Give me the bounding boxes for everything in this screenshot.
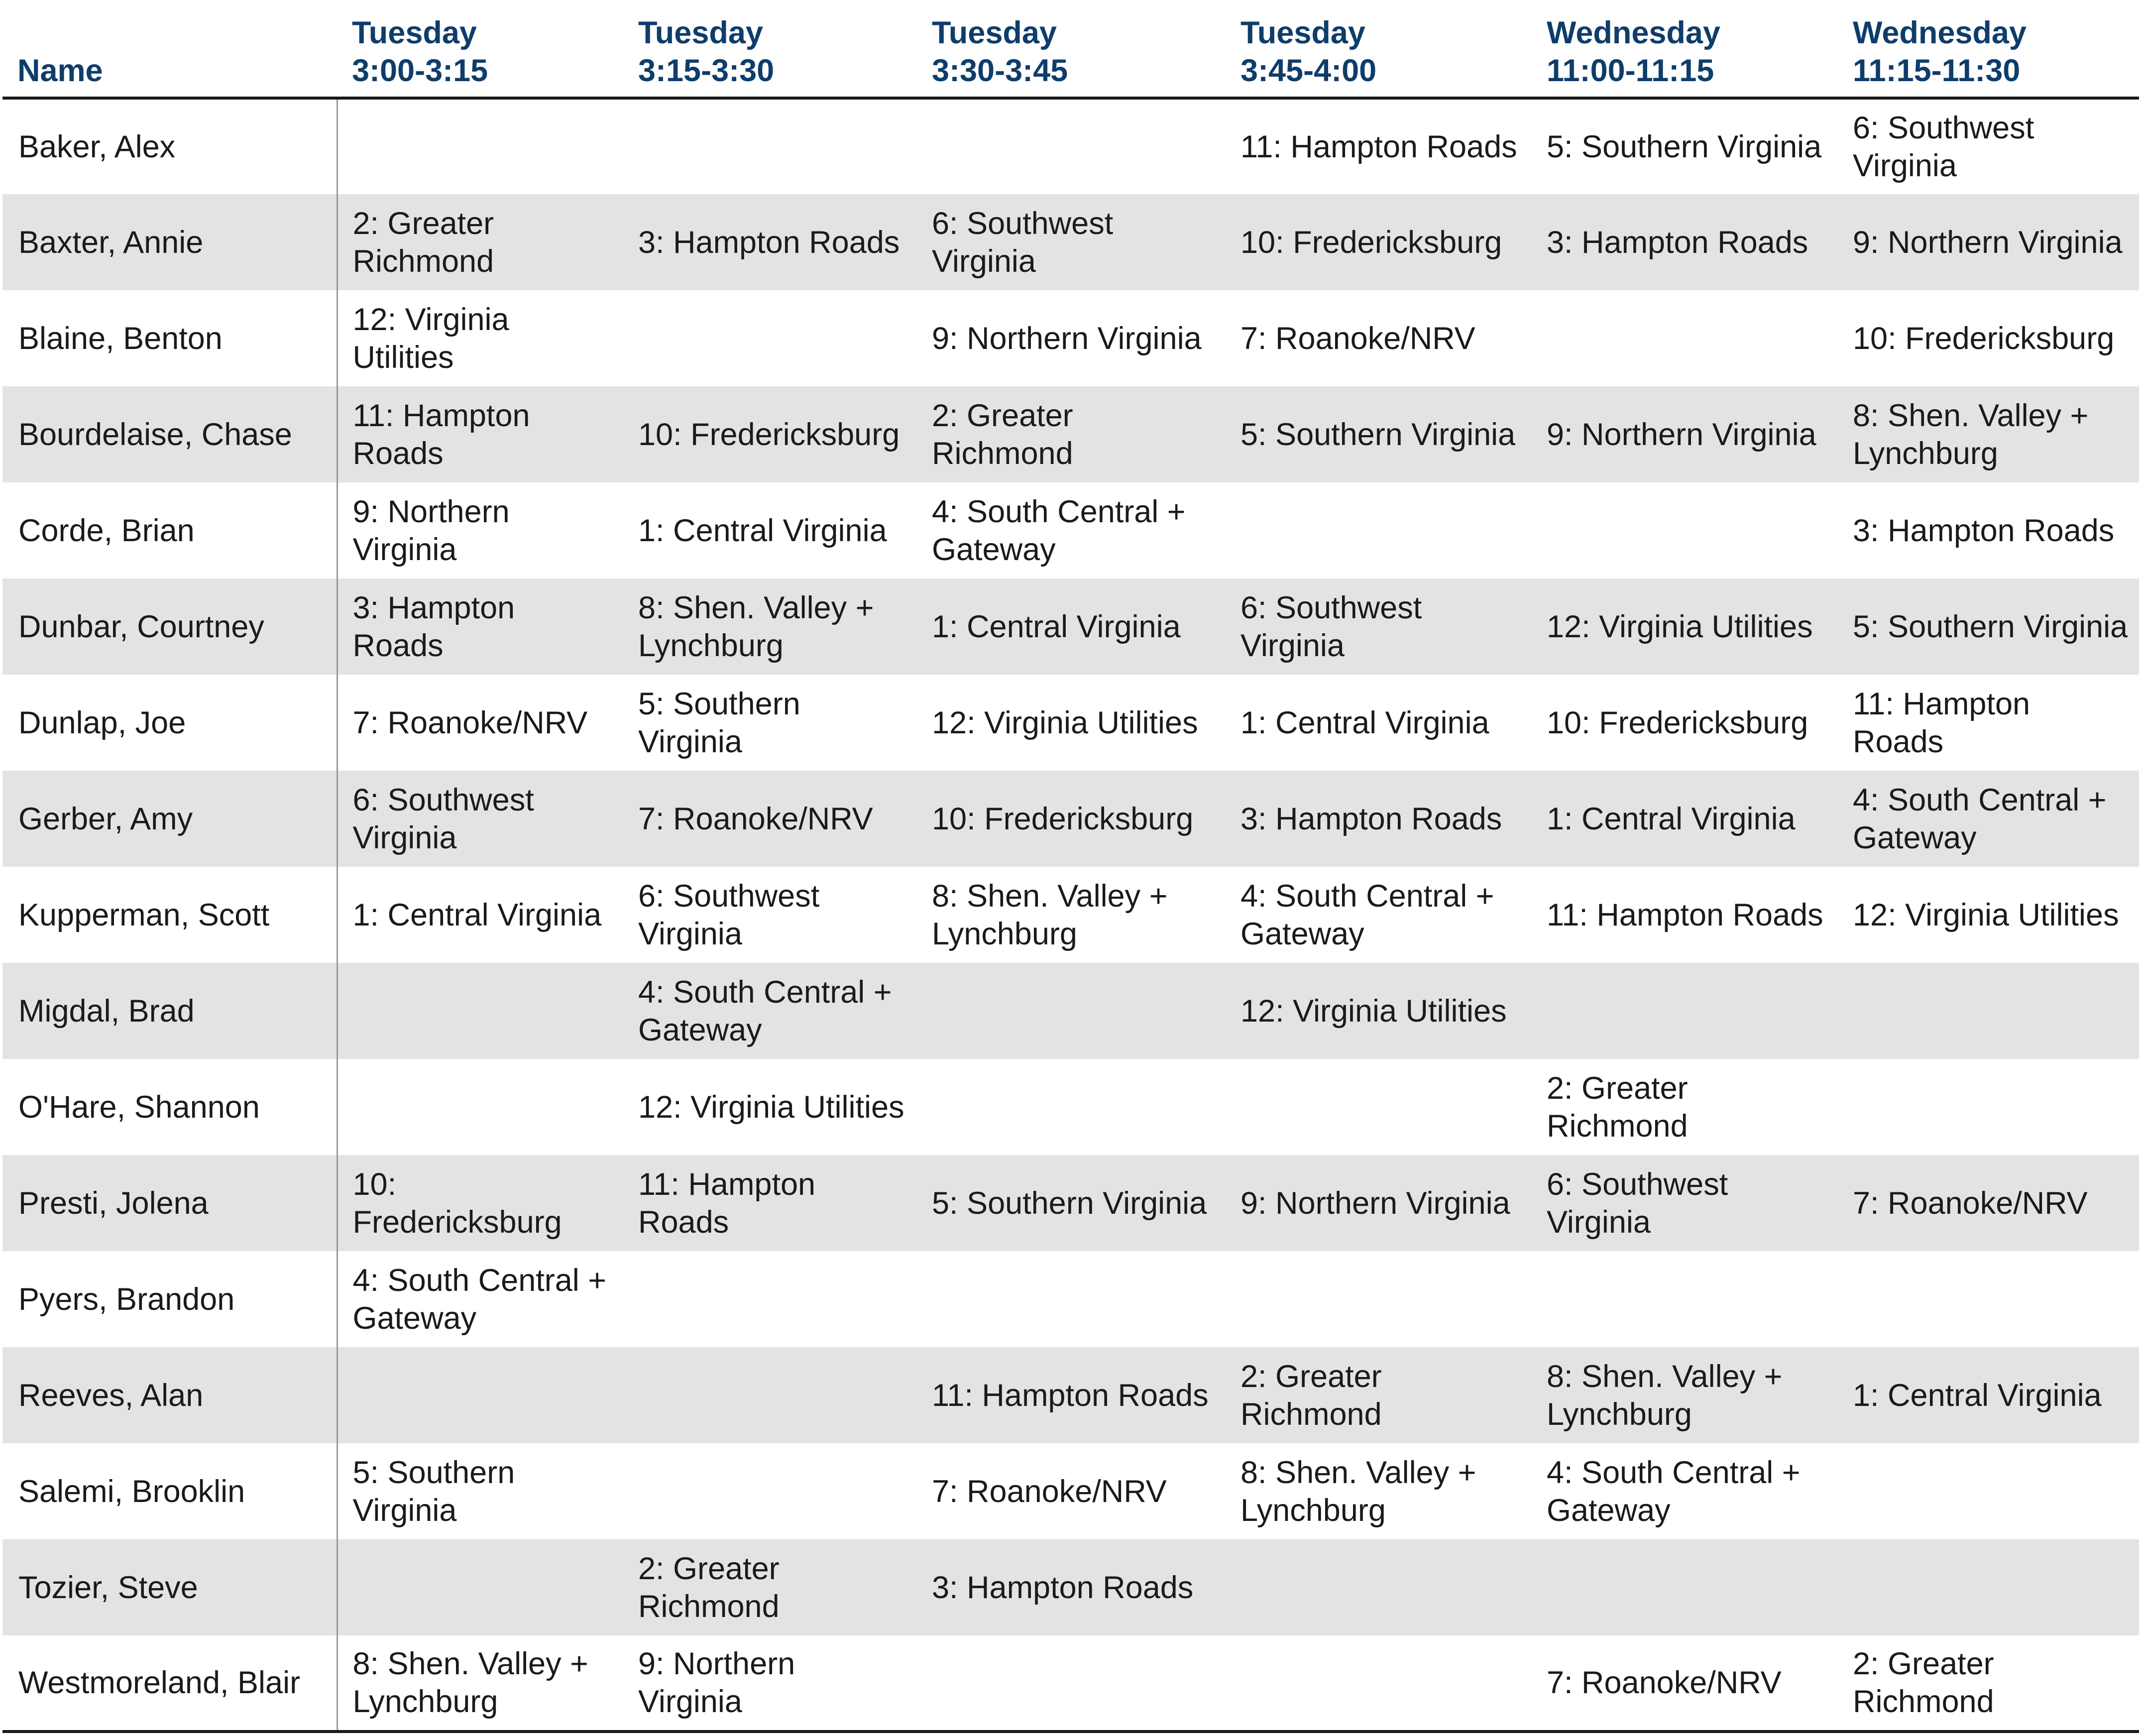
- column-header-slot: [1532, 0, 1838, 98]
- person-name: Dunbar, Courtney: [2, 579, 337, 675]
- schedule-body: [2, 98, 2139, 1732]
- assignment-cell: [1532, 1539, 1838, 1635]
- table-row: [2, 98, 2139, 194]
- assignment-cell: 7: Roanoke/NRV: [1532, 1635, 1838, 1732]
- person-name: Reeves, Alan: [2, 1347, 337, 1443]
- column-header-slot: [917, 0, 1226, 98]
- assignment-cell: 12: Virginia Utilities: [1853, 897, 2119, 932]
- slot-day: Wednesday: [1547, 15, 1720, 50]
- person-name: Corde, Brian: [2, 482, 337, 579]
- table-row: [2, 1059, 2139, 1155]
- assignment-cell: 11: Hampton Roads: [337, 386, 623, 482]
- assignment-cell: 1: Central Virginia: [917, 579, 1226, 675]
- assignment-cell: 4: South Central + Gateway: [932, 494, 1186, 567]
- assignment-cell: [623, 1251, 917, 1347]
- assignment-cell: 6: Southwest Virginia: [337, 771, 623, 867]
- assignment-cell: 3: Hampton Roads: [917, 1539, 1226, 1635]
- assignment-cell: 9: Northern Virginia: [1532, 386, 1838, 482]
- assignment-cell: 11: Hampton Roads: [917, 1347, 1226, 1443]
- assignment-cell: 2: Greater Richmond: [1838, 1635, 2139, 1732]
- assignment-cell: [1838, 1251, 2139, 1347]
- assignment-cell: 9: Northern Virginia: [1838, 194, 2139, 290]
- slot-time: 3:45-4:00: [1240, 53, 1377, 88]
- assignment-cell: 7: Roanoke/NRV: [932, 1474, 1167, 1509]
- assignment-cell: 3: Hampton Roads: [1853, 513, 2115, 548]
- table-row: [2, 1443, 2139, 1539]
- table-row: [2, 963, 2139, 1059]
- assignment-cell: 11: Hampton Roads: [1547, 897, 1823, 932]
- assignment-cell: [623, 1347, 917, 1443]
- column-header-slot: [1838, 0, 2139, 98]
- assignment-cell: [623, 290, 917, 386]
- person-name: Blaine, Benton: [2, 290, 337, 386]
- assignment-cell: 10: Fredericksburg: [623, 386, 917, 482]
- slot-time: 3:30-3:45: [932, 53, 1068, 88]
- person-name: Presti, Jolena: [2, 1155, 337, 1251]
- schedule-table: [2, 0, 2139, 1733]
- assignment-cell: [1532, 963, 1838, 1059]
- assignment-cell: 2: Greater Richmond: [1547, 1070, 1688, 1144]
- assignment-cell: 4: South Central + Gateway: [623, 963, 917, 1059]
- table-row: [2, 290, 2139, 386]
- slot-day: Tuesday: [638, 15, 763, 50]
- assignment-cell: [1532, 290, 1838, 386]
- person-name: Salemi, Brooklin: [2, 1443, 337, 1539]
- assignment-cell: 3: Hampton Roads: [1532, 194, 1838, 290]
- assignment-cell: 4: South Central + Gateway: [1240, 878, 1494, 951]
- assignment-cell: [623, 98, 917, 194]
- assignment-cell: [1838, 1539, 2139, 1635]
- assignment-cell: [337, 98, 623, 194]
- assignment-cell: 2: Greater Richmond: [337, 194, 623, 290]
- column-header-name-label: Name: [17, 53, 103, 88]
- assignment-cell: 2: Greater Richmond: [1226, 1347, 1532, 1443]
- table-row: [2, 867, 2139, 963]
- assignment-cell: [1532, 482, 1838, 579]
- assignment-cell: 7: Roanoke/NRV: [1838, 1155, 2139, 1251]
- assignment-cell: 6: Southwest Virginia: [1532, 1155, 1838, 1251]
- assignment-cell: 10: Fredericksburg: [1853, 321, 2115, 356]
- table-row: [2, 675, 2139, 771]
- assignment-cell: [337, 1347, 623, 1443]
- assignment-cell: 6: Southwest Virginia: [917, 194, 1226, 290]
- assignment-cell: 11: Hampton Roads: [1240, 129, 1517, 164]
- assignment-cell: [1226, 482, 1532, 579]
- assignment-cell: 10: Fredericksburg: [1226, 194, 1532, 290]
- assignment-cell: 6: Southwest Virginia: [638, 878, 820, 951]
- assignment-cell: 6: Southwest Virginia: [1853, 111, 2034, 183]
- table-row: [2, 1635, 2139, 1732]
- assignment-cell: 10: Fredericksburg: [337, 1155, 623, 1251]
- assignment-cell: 5: Southern Virginia: [352, 1455, 515, 1528]
- assignment-cell: 10: Fredericksburg: [917, 771, 1226, 867]
- table-row: [2, 194, 2139, 290]
- assignment-cell: 7: Roanoke/NRV: [623, 771, 917, 867]
- person-name: Gerber, Amy: [2, 771, 337, 867]
- assignment-cell: 12: Virginia Utilities: [932, 705, 1198, 740]
- assignment-cell: [1838, 1059, 2139, 1155]
- assignment-cell: 3: Hampton Roads: [337, 579, 623, 675]
- table-row: [2, 1251, 2139, 1347]
- assignment-cell: 12: Virginia Utilities: [638, 1089, 904, 1125]
- assignment-cell: 3: Hampton Roads: [1226, 771, 1532, 867]
- assignment-cell: [337, 963, 623, 1059]
- assignment-cell: 8: Shen. Valley + Lynchburg: [1240, 1455, 1476, 1528]
- assignment-cell: 5: Southern Virginia: [1838, 579, 2139, 675]
- assignment-cell: [1226, 1539, 1532, 1635]
- assignment-cell: 5: Southern Virginia: [1226, 386, 1532, 482]
- assignment-cell: 8: Shen. Valley + Lynchburg: [1838, 386, 2139, 482]
- assignment-cell: [1838, 1443, 2139, 1539]
- column-header-slot: [337, 0, 623, 98]
- table-row: [2, 771, 2139, 867]
- assignment-cell: 5: Southern Virginia: [917, 1155, 1226, 1251]
- person-name: Tozier, Steve: [2, 1539, 337, 1635]
- assignment-cell: [917, 1251, 1226, 1347]
- assignment-cell: 2: Greater Richmond: [623, 1539, 917, 1635]
- assignment-cell: 8: Shen. Valley + Lynchburg: [337, 1635, 623, 1732]
- assignment-cell: [337, 1059, 623, 1155]
- assignment-cell: 1: Central Virginia: [638, 513, 887, 548]
- person-name: O'Hare, Shannon: [2, 1059, 337, 1155]
- person-name: Migdal, Brad: [2, 963, 337, 1059]
- assignment-cell: 4: South Central + Gateway: [1838, 771, 2139, 867]
- person-name: Baker, Alex: [2, 98, 337, 194]
- assignment-cell: 4: South Central + Gateway: [352, 1263, 607, 1336]
- assignment-cell: 11: Hampton Roads: [623, 1155, 917, 1251]
- assignment-cell: 3: Hampton Roads: [623, 194, 917, 290]
- slot-day: Wednesday: [1853, 15, 2027, 50]
- slot-day: Tuesday: [1240, 15, 1365, 50]
- assignment-cell: 6: Southwest Virginia: [1226, 579, 1532, 675]
- assignment-cell: 7: Roanoke/NRV: [352, 705, 588, 740]
- person-name: Kupperman, Scott: [2, 867, 337, 963]
- column-header-name: [2, 0, 337, 98]
- person-name: Bourdelaise, Chase: [2, 386, 337, 482]
- assignment-cell: [917, 963, 1226, 1059]
- table-row: [2, 1347, 2139, 1443]
- assignment-cell: [1226, 1635, 1532, 1732]
- assignment-cell: 1: Central Virginia: [1532, 771, 1838, 867]
- table-row: [2, 579, 2139, 675]
- assignment-cell: 12: Virginia Utilities: [1226, 963, 1532, 1059]
- assignment-cell: 1: Central Virginia: [352, 897, 602, 932]
- person-name: Westmoreland, Blair: [2, 1635, 337, 1732]
- assignment-cell: 9: Northern Virginia: [932, 321, 1202, 356]
- slot-time: 3:15-3:30: [638, 53, 775, 88]
- assignment-cell: 1: Central Virginia: [1838, 1347, 2139, 1443]
- assignment-cell: [623, 1443, 917, 1539]
- assignment-cell: 7: Roanoke/NRV: [1240, 321, 1475, 356]
- column-header-slot: [1226, 0, 1532, 98]
- assignment-cell: 8: Shen. Valley + Lynchburg: [932, 878, 1168, 951]
- table-row: [2, 1155, 2139, 1251]
- person-name: Dunlap, Joe: [2, 675, 337, 771]
- assignment-cell: 10: Fredericksburg: [1547, 705, 1808, 740]
- header-row: [2, 0, 2139, 98]
- assignment-cell: [1532, 1251, 1838, 1347]
- column-header-slot: [623, 0, 917, 98]
- assignment-cell: 9: Northern Virginia: [1226, 1155, 1532, 1251]
- table-row: [2, 386, 2139, 482]
- assignment-cell: 5: Southern Virginia: [1547, 129, 1822, 164]
- slot-day: Tuesday: [932, 15, 1057, 50]
- assignment-cell: [917, 1059, 1226, 1155]
- assignment-cell: 8: Shen. Valley + Lynchburg: [623, 579, 917, 675]
- assignment-cell: 12: Virginia Utilities: [352, 302, 509, 375]
- slot-time: 11:15-11:30: [1853, 53, 2021, 88]
- assignment-cell: 1: Central Virginia: [1240, 705, 1489, 740]
- person-name: Pyers, Brandon: [2, 1251, 337, 1347]
- assignment-cell: [917, 1635, 1226, 1732]
- table-row: [2, 1539, 2139, 1635]
- table-row: [2, 482, 2139, 579]
- assignment-cell: 4: South Central + Gateway: [1547, 1455, 1801, 1528]
- person-name: Baxter, Annie: [2, 194, 337, 290]
- assignment-cell: 8: Shen. Valley + Lynchburg: [1532, 1347, 1838, 1443]
- assignment-cell: 5: Southern Virginia: [638, 686, 800, 759]
- assignment-cell: [1226, 1059, 1532, 1155]
- assignment-cell: 2: Greater Richmond: [917, 386, 1226, 482]
- slot-time: 3:00-3:15: [352, 53, 488, 88]
- assignment-cell: [1226, 1251, 1532, 1347]
- assignment-cell: [337, 1539, 623, 1635]
- assignment-cell: 9: Northern Virginia: [352, 494, 510, 567]
- slot-day: Tuesday: [352, 15, 477, 50]
- slot-time: 11:00-11:15: [1547, 53, 1714, 88]
- assignment-cell: [1838, 963, 2139, 1059]
- assignment-cell: 9: Northern Virginia: [623, 1635, 917, 1732]
- assignment-cell: 11: Hampton Roads: [1853, 686, 2030, 759]
- assignment-cell: 12: Virginia Utilities: [1532, 579, 1838, 675]
- assignment-cell: [917, 98, 1226, 194]
